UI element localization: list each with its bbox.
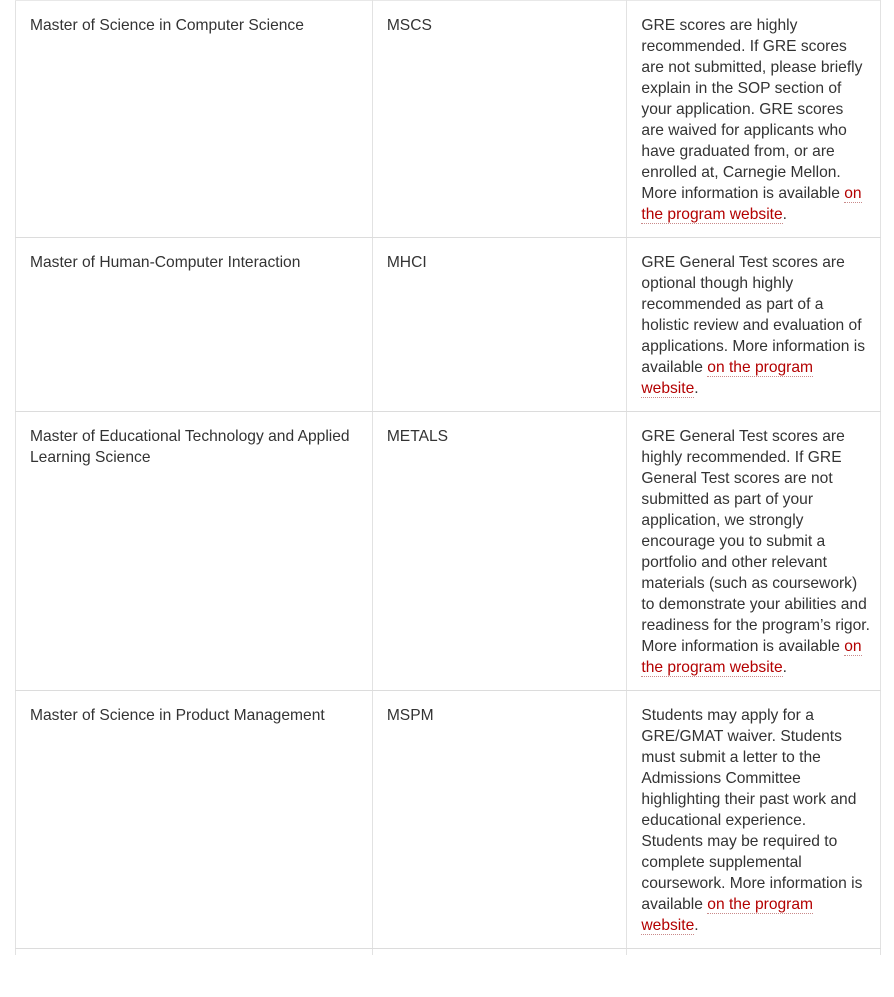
table-row-partial: [16, 949, 881, 956]
policy-text-end: .: [782, 206, 788, 223]
policy-text-end: .: [782, 659, 788, 676]
policy-text: Students may apply for a GRE/GMAT waiver. Students must submit a letter to the Admissions Committee highlighting their past work and educational experience. Students may be required to complete supplemental coursework. More information is available: [641, 707, 863, 913]
test-policy-cell: [627, 412, 881, 691]
table-row: [16, 691, 881, 949]
empty-cell: [372, 949, 627, 956]
program-website-link[interactable]: on the program website: [641, 359, 814, 397]
policy-text-end: .: [694, 917, 699, 934]
program-name-cell: Master of Human-Computer Interaction: [16, 238, 373, 412]
policy-text-end: .: [694, 380, 699, 397]
empty-cell: [16, 949, 373, 956]
program-abbreviation-cell: METALS: [372, 412, 627, 691]
program-name-cell: Master of Science in Product Management: [16, 691, 373, 949]
program-website-link[interactable]: on the program website: [641, 896, 814, 934]
program-abbreviation-cell: MSCS: [372, 1, 627, 238]
table-row: [16, 412, 881, 691]
policy-text: GRE scores are highly recommended. If GRE scores are not submitted, please briefly explain in the SOP section of your application. GRE scores are waived for applicants who have graduated from, or are enrolled at, Carnegie Mellon. More information is available: [641, 17, 863, 202]
program-name-cell: Master of Science in Computer Science: [16, 1, 373, 238]
empty-cell: [627, 949, 881, 956]
table-row: [16, 238, 881, 412]
test-policy-cell: [627, 691, 881, 949]
test-policy-cell: [627, 238, 881, 412]
program-website-link[interactable]: on the program website: [641, 638, 862, 676]
program-website-link[interactable]: on the program website: [641, 185, 862, 223]
program-abbreviation-cell: MHCI: [372, 238, 627, 412]
test-policy-cell: [627, 1, 881, 238]
table-row: [16, 1, 881, 238]
program-name-cell: Master of Educational Technology and Applied Learning Science: [16, 412, 373, 691]
policy-text: GRE General Test scores are highly recommended. If GRE General Test scores are not submitted as part of your application, we strongly encourage you to submit a portfolio and other relevant materials (such as coursework) to demonstrate your abilities and readiness for the program’s rigor. More information is available: [641, 428, 870, 655]
policy-text: GRE General Test scores are optional though highly recommended as part of a holistic review and evaluation of applications. More information is available: [641, 254, 866, 376]
programs-table-container: [15, 0, 881, 955]
program-abbreviation-cell: MSPM: [372, 691, 627, 949]
programs-table: [15, 0, 881, 955]
